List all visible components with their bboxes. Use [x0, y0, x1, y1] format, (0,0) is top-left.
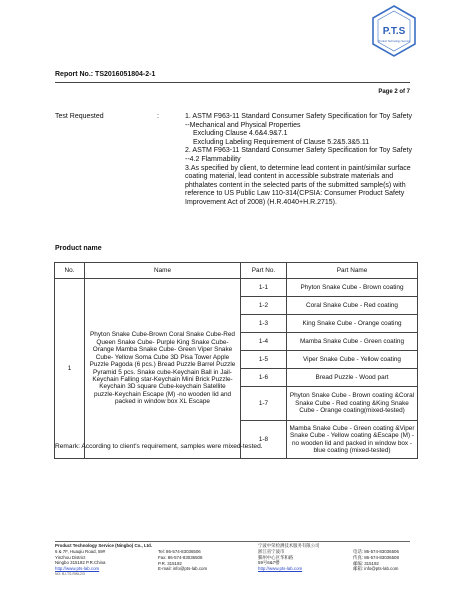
remark-text: Remark: According to client's requirement, samples were mixed-tested.	[55, 443, 263, 450]
part-no: 1-1	[241, 279, 287, 297]
pts-logo	[369, 4, 419, 62]
svg-text:P.T.S: P.T.S	[382, 26, 406, 37]
part-no: 1-5	[241, 351, 287, 369]
part-name: Phyton Snake Cube - Brown coating	[287, 279, 418, 297]
requirement-line: Excluding Labeling Requirement of Clause 5.2&5.3&5.11	[193, 138, 370, 146]
page-number: Page 2 of 7	[378, 89, 410, 95]
requirement-line: 3.As specified by client, to determine lead content in paint/similar surface coating material, lead content in accessible substrate materials and phthalates content in the selected parts of the submitted sample(s) with reference to US Public Law 110-314(CPSIA: Consumer Product Safety Improvement Act of 2008) (H.R.4040+H.R.2715).	[185, 164, 411, 206]
footer-email-cn: 邮箱: info@pts-lab.com	[353, 566, 399, 572]
part-no: 1-2	[241, 297, 287, 315]
footer-contact-en	[158, 549, 207, 572]
footer-fax: Fax: 86-574-83036508	[158, 554, 203, 560]
footer-postcode-cn: 邮编: 315192	[353, 560, 379, 566]
test-requested-colon: :	[157, 113, 159, 120]
col-header-part-no: Part No.	[241, 263, 287, 279]
footer-fax-cn: 传真: 86-574-83036508	[353, 554, 399, 560]
footer-address-line: 鄞州中心区华和路	[258, 554, 294, 560]
part-no: 1-6	[241, 369, 287, 387]
test-requested-label: Test Requested	[55, 113, 104, 120]
header-divider	[55, 82, 410, 83]
footer-tel-cn: 电话: 86-574-83036506	[353, 549, 399, 554]
footer-address-line: Ningbo 315192 P.R.China	[55, 560, 106, 566]
part-name: King Snake Cube - Orange coating	[287, 315, 418, 333]
footer-english-address	[55, 543, 152, 578]
footer-website-link[interactable]: http://www.pts-lab.com	[55, 566, 100, 572]
part-name: Mamba Snake Cube - Green coating	[287, 333, 418, 351]
table-row	[55, 279, 418, 297]
part-name: Viper Snake Cube - Yellow coating	[287, 351, 418, 369]
product-table	[54, 262, 418, 459]
footer-address-line: 浙江省宁波市	[258, 548, 285, 554]
footer-website-link-cn[interactable]: http://www.pts-lab.com	[258, 566, 303, 572]
item-number: 1	[55, 279, 85, 459]
test-requested-text	[185, 113, 415, 208]
footer-doc-code: NO: BJ-TS-RWL2/3	[55, 571, 85, 576]
footer-contact-cn	[353, 549, 399, 572]
requirement-line: --Mechanical and Physical Properties	[185, 121, 301, 129]
footer-company-cn: 宁波中荣检测技术服务有限公司	[258, 543, 320, 548]
part-no: 1-7	[241, 387, 287, 421]
product-name-cell: Phyton Snake Cube-Brown Coral Snake Cube-Red Queen Snake Cube- Purple King Snake Cube- Orange Mamba Snake Cube- Green Viper Snake Cube- Yellow Soma Cube 3D Pisa Tower Apple Puzzle Pagoda (6 pcs.) Bread Puzzle Barrel Puzzle Pyramid 5 pcs. Snake cube-Keychain Ball in Jail-Keychain Falling star-Keychain Mini Brick Puzzle-Keychain 3D square Cube-keychain Satellite puzzle-Keychain Escape (M) -no wooden lid and packed in window box XL Escape	[85, 279, 241, 459]
part-name: Coral Snake Cube - Red coating	[287, 297, 418, 315]
footer-postcode: P.R. 315192	[158, 560, 182, 566]
part-no: 1-3	[241, 315, 287, 333]
footer-address-line: 6 & 7F, Huaqiu Road, 59#	[55, 548, 106, 554]
col-header-no: No.	[55, 263, 85, 279]
col-header-part-name: Part Name	[287, 263, 418, 279]
footer-divider	[55, 541, 410, 542]
requirement-line: --4.2 Flammability	[185, 155, 241, 163]
footer-address-line: Yinzhou District	[55, 554, 86, 560]
requirement-line: 2. ASTM F963-11 Standard Consumer Safety Specification for Toy Safety	[185, 147, 412, 155]
col-header-name: Name	[85, 263, 241, 279]
svg-text:Product Technology Service: Product Technology Service	[377, 40, 411, 43]
part-no: 1-8	[241, 421, 287, 459]
product-name-heading: Product name	[55, 245, 102, 252]
part-name: Mamba Snake Cube - Green coating &Viper Snake Cube - Yellow coating &Escape (M) -no wooden lid and packed in window box - blue coating (mixed-tested)	[287, 421, 418, 459]
footer-address-line: 59号6&7楼	[258, 560, 280, 566]
part-name: Phyton Snake Cube - Brown coating &Coral Snake Cube - Red coating &King Snake Cube - Orange coating(mixed-tested)	[287, 387, 418, 421]
report-number: Report No.: TS2016051804-2-1	[55, 71, 156, 78]
part-no: 1-4	[241, 333, 287, 351]
footer-email: E-mail: info@pts-lab.com	[158, 566, 208, 572]
requirement-line: Excluding Clause 4.6&4.9&7.1	[193, 130, 288, 138]
footer-tel: Tel: 86-574-83036506	[158, 549, 201, 554]
footer-company-en: Product Technology Service (Ningbo) Co., Ltd.	[55, 543, 153, 548]
footer-chinese-address	[258, 543, 319, 572]
requirement-line: 1. ASTM F963-11 Standard Consumer Safety Specification for Toy Safety	[185, 113, 412, 120]
table-header-row	[55, 263, 418, 279]
part-name: Bread Puzzle - Wood part	[287, 369, 418, 387]
